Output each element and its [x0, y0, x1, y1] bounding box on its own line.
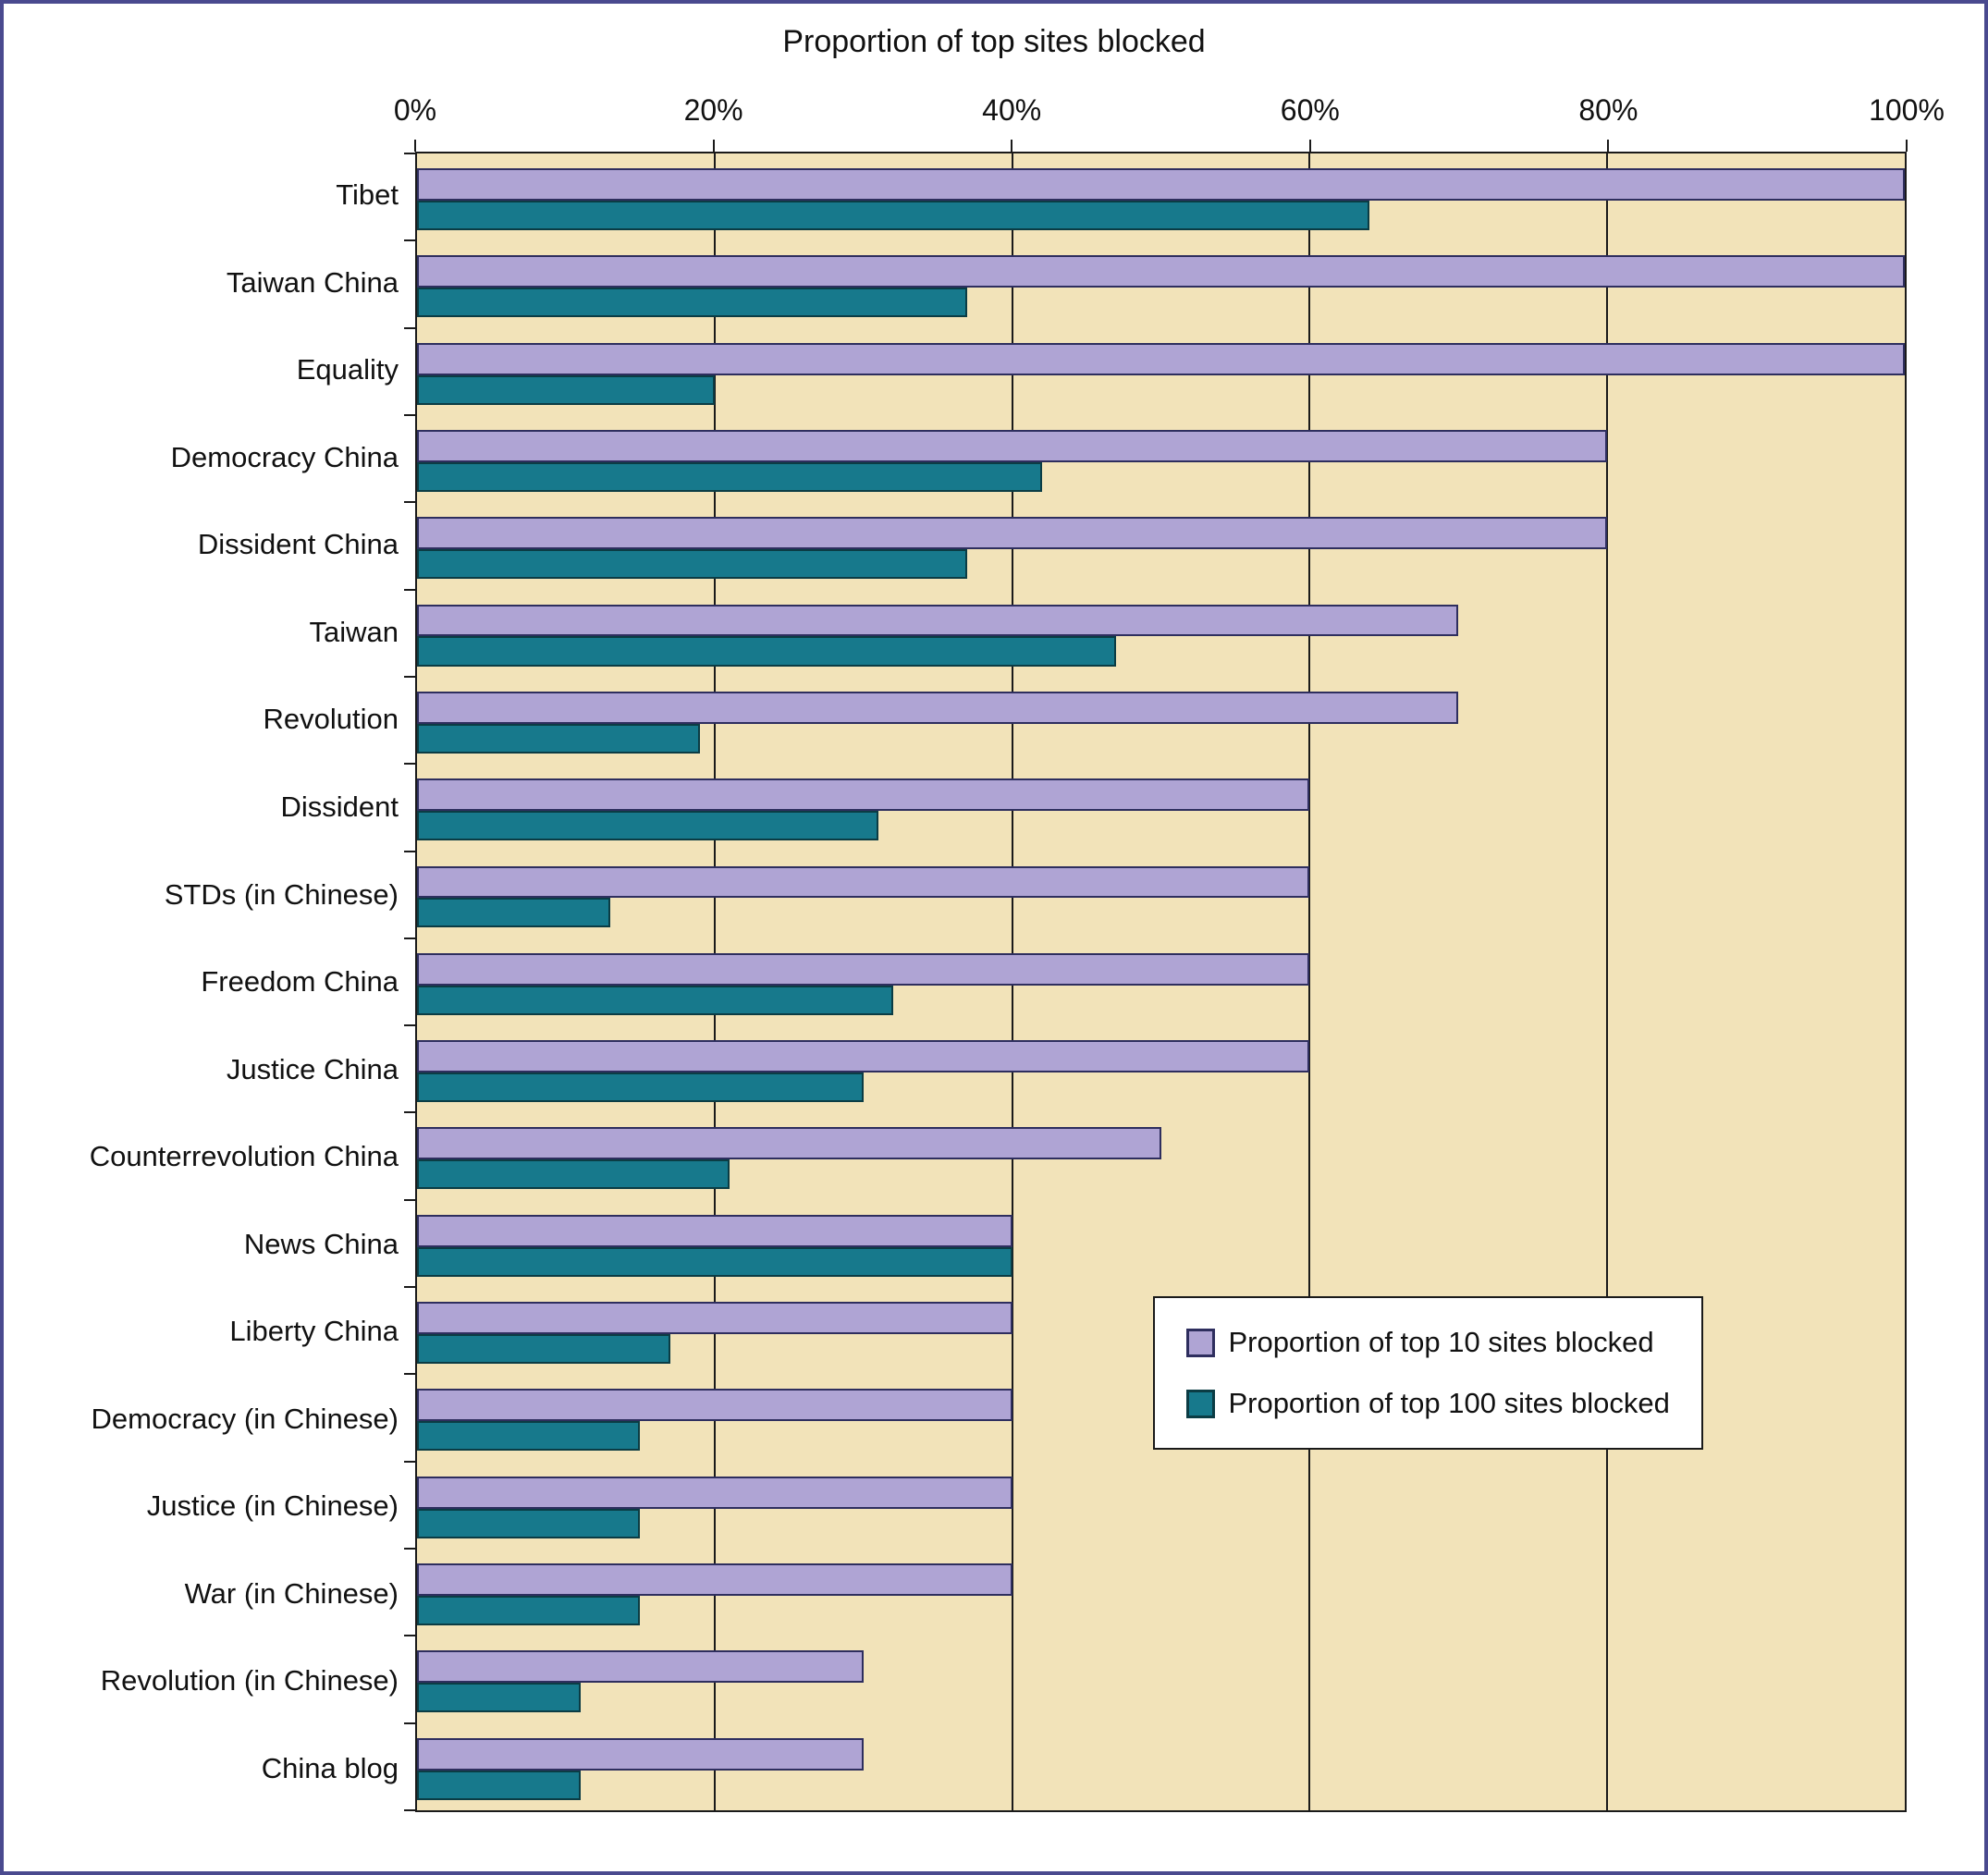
category-label: Democracy (in Chinese) [91, 1402, 399, 1435]
bar-row [417, 1723, 1905, 1810]
bar-top10-sites [417, 692, 1458, 724]
bar-top100-sites [417, 636, 1116, 666]
bar-top100-sites [417, 201, 1369, 230]
bar-top100-sites [417, 288, 967, 317]
category-label: News China [243, 1227, 399, 1260]
category-label: Freedom China [201, 965, 399, 999]
y-tick-mark [404, 153, 415, 154]
y-tick-mark [404, 239, 415, 241]
category-label: Dissident China [197, 528, 399, 561]
bar-top100-sites [417, 724, 700, 754]
bar-top10-sites [417, 255, 1905, 288]
x-tick-label: 100% [1869, 93, 1945, 127]
bar-top100-sites [417, 1421, 640, 1451]
bar-top10-sites [417, 430, 1607, 462]
bar-top100-sites [417, 462, 1042, 492]
y-tick-mark [404, 1722, 415, 1724]
bar-row [417, 764, 1905, 851]
bar-top10-sites [417, 605, 1458, 637]
bar-top100-sites [417, 1334, 670, 1364]
x-tick-mark [1906, 140, 1908, 152]
chart-area [4, 76, 1984, 1812]
bar-top10-sites [417, 1040, 1309, 1072]
x-tick-mark [713, 140, 715, 152]
y-tick-mark [404, 763, 415, 765]
x-axis [393, 76, 1945, 152]
y-tick-mark [404, 1024, 415, 1026]
bar-top100-sites [417, 1247, 1012, 1277]
bar-rows [417, 153, 1905, 1810]
bar-row [417, 1025, 1905, 1112]
bar-row [417, 1636, 1905, 1722]
bar-row [417, 415, 1905, 502]
bar-top10-sites [417, 1738, 864, 1771]
y-tick-mark [404, 1635, 415, 1636]
bar-top100-sites [417, 1509, 640, 1538]
category-label: Counterrevolution China [89, 1140, 399, 1173]
x-tick-mark [414, 140, 416, 152]
y-tick-mark [404, 1373, 415, 1375]
bar-top10-sites [417, 517, 1607, 549]
category-label: Revolution (in Chinese) [100, 1664, 399, 1697]
bar-top100-sites [417, 1771, 581, 1800]
chart-title: Proportion of top sites blocked [782, 24, 1206, 59]
category-label: Justice China [226, 1052, 399, 1085]
legend-entry [1186, 1326, 1669, 1359]
category-label: Revolution [263, 703, 399, 736]
bar-top100-sites [417, 898, 610, 927]
y-tick-mark [404, 1286, 415, 1288]
bar-top10-sites [417, 1302, 1012, 1334]
y-tick-mark [404, 851, 415, 852]
bar-top10-sites [417, 343, 1905, 375]
y-tick-mark [404, 938, 415, 939]
category-label: Liberty China [229, 1315, 399, 1348]
category-label: Tibet [336, 178, 399, 212]
bar-top10-sites [417, 953, 1309, 986]
bar-top10-sites [417, 168, 1905, 201]
bar-top10-sites [417, 1477, 1012, 1509]
bar-top10-sites [417, 1215, 1012, 1247]
y-tick-mark [404, 1548, 415, 1550]
y-tick-mark [404, 1809, 415, 1811]
bar-row [417, 153, 1905, 240]
x-tick-mark [1011, 140, 1012, 152]
x-tick-label: 20% [683, 93, 743, 127]
y-tick-mark [404, 414, 415, 416]
category-label: China blog [261, 1751, 399, 1784]
y-tick-mark [404, 327, 415, 329]
bar-top10-sites [417, 866, 1309, 899]
bar-top10-sites [417, 1650, 864, 1683]
bar-top10-sites [417, 778, 1309, 811]
bar-top10-sites [417, 1563, 1012, 1596]
bar-row [417, 852, 1905, 938]
plot-area [415, 152, 1907, 1812]
y-tick-mark [404, 501, 415, 503]
legend-label: Proportion of top 100 sites blocked [1228, 1387, 1670, 1420]
y-tick-mark [404, 589, 415, 591]
category-label: Democracy China [170, 440, 399, 473]
legend-entry [1186, 1387, 1669, 1420]
category-label: Dissident [280, 790, 399, 823]
bar-top100-sites [417, 986, 893, 1015]
x-tick-label: 40% [982, 93, 1042, 127]
bar-top100-sites [417, 811, 878, 840]
bar-row [417, 328, 1905, 415]
bar-top100-sites [417, 1596, 640, 1625]
bar-row [417, 240, 1905, 327]
bar-top10-sites [417, 1389, 1012, 1421]
category-label: Justice (in Chinese) [146, 1489, 399, 1523]
bar-top100-sites [417, 1159, 730, 1189]
x-tick-mark [1309, 140, 1311, 152]
legend-label: Proportion of top 10 sites blocked [1228, 1326, 1654, 1359]
y-tick-mark [404, 1199, 415, 1201]
legend [1153, 1296, 1702, 1450]
bar-row [417, 1462, 1905, 1549]
category-label: Taiwan China [226, 265, 399, 299]
y-tick-mark [404, 1111, 415, 1113]
category-label: STDs (in Chinese) [164, 877, 399, 911]
bar-row [417, 1112, 1905, 1199]
bar-row [417, 502, 1905, 589]
bar-row [417, 590, 1905, 677]
bar-top100-sites [417, 375, 715, 405]
x-tick-label: 80% [1578, 93, 1638, 127]
bar-row [417, 677, 1905, 764]
x-tick-mark [1607, 140, 1609, 152]
category-label: War (in Chinese) [184, 1576, 399, 1610]
legend-swatch [1186, 1390, 1215, 1418]
y-axis-labels [4, 152, 415, 1812]
category-label: Taiwan [309, 615, 399, 648]
legend-swatch [1186, 1329, 1215, 1357]
x-tick-label: 0% [393, 93, 437, 127]
bar-row [417, 1200, 1905, 1287]
bar-top100-sites [417, 1072, 864, 1102]
y-tick-mark [404, 676, 415, 678]
x-tick-label: 60% [1280, 93, 1340, 127]
bar-top100-sites [417, 1683, 581, 1712]
bar-row [417, 938, 1905, 1025]
bar-top100-sites [417, 549, 967, 579]
category-label: Equality [296, 353, 399, 386]
y-tick-mark [404, 1461, 415, 1463]
bar-row [417, 1549, 1905, 1636]
bar-top10-sites [417, 1127, 1161, 1159]
